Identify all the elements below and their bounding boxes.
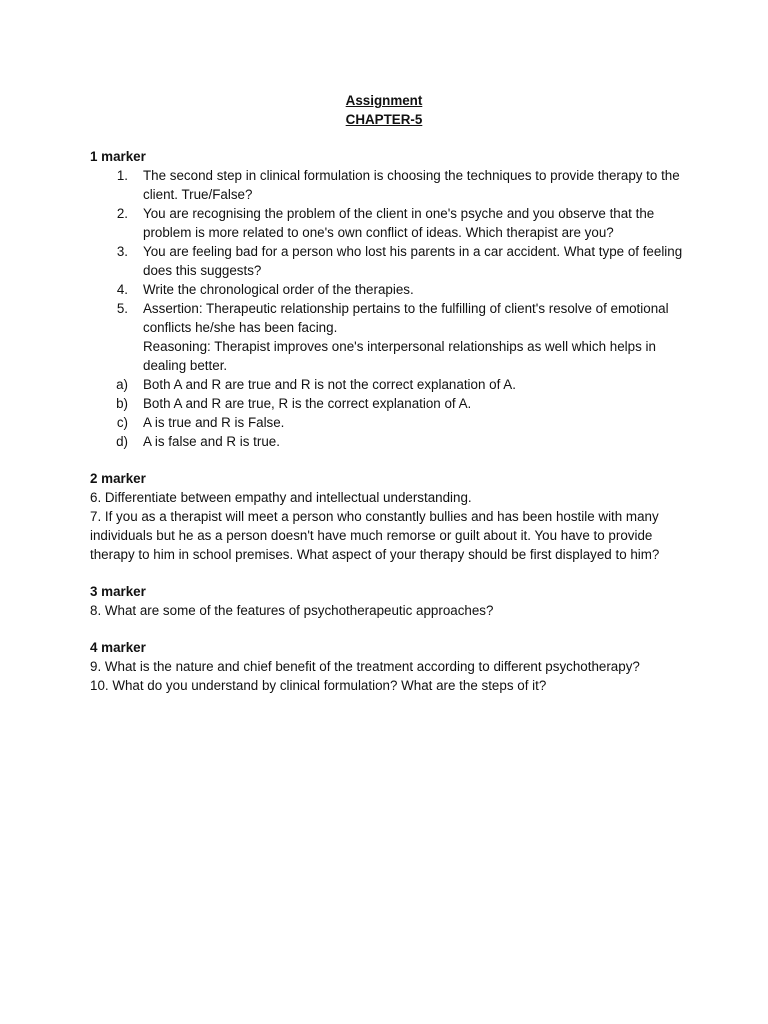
item-number: 5.	[116, 301, 128, 316]
option-text: Both A and R are true, R is the correct explanation of A.	[143, 396, 472, 411]
option-item	[90, 413, 690, 432]
option-letter: b)	[116, 396, 128, 411]
assertion-text: Assertion: Therapeutic relationship pertains to the fulfilling of client's resolve of emotional conflicts he/she has been facing.	[143, 301, 669, 335]
section-heading-1-marker: 1 marker	[90, 149, 146, 164]
item-number: 4.	[116, 282, 128, 297]
chapter-title: CHAPTER-5	[345, 112, 423, 127]
question-7: 7. If you as a therapist will meet a person who constantly bullies and has been hostile with many individuals but he as a person doesn't have much remorse or guilt about it. You have to provide therapy to him in school premises. What aspect of your therapy should be first displayed to him?	[90, 509, 660, 562]
question-6: 6. Differentiate between empathy and intellectual understanding.	[90, 490, 472, 505]
option-text: A is false and R is true.	[143, 434, 280, 449]
list-item	[90, 280, 690, 299]
list-item	[90, 299, 690, 375]
option-text: Both A and R are true and R is not the correct explanation of A.	[143, 377, 516, 392]
item-number: 2.	[116, 206, 128, 221]
option-letter: a)	[116, 377, 128, 392]
list-item	[90, 166, 690, 204]
item-text: You are recognising the problem of the client in one's psyche and you observe that the problem is more related to one's own conflict of ideas. Which therapist are you?	[143, 206, 655, 240]
question-9: 9. What is the nature and chief benefit of the treatment according to different psychotherapy?	[90, 659, 640, 674]
section-heading-3-marker: 3 marker	[90, 584, 146, 599]
list-item	[90, 204, 690, 242]
item-text: You are feeling bad for a person who lost his parents in a car accident. What type of feeling does this suggests?	[143, 244, 683, 278]
reasoning-text: Reasoning: Therapist improves one's interpersonal relationships as well which helps in dealing better.	[143, 339, 656, 373]
option-item	[90, 394, 690, 413]
section-heading-2-marker: 2 marker	[90, 471, 146, 486]
option-letter: d)	[116, 434, 128, 449]
question-list-1-marker	[90, 166, 690, 451]
option-item	[90, 432, 690, 451]
question-8: 8. What are some of the features of psychotherapeutic approaches?	[90, 603, 494, 618]
item-text: The second step in clinical formulation is choosing the techniques to provide therapy to the client. True/False?	[143, 168, 680, 202]
item-text: Write the chronological order of the therapies.	[143, 282, 414, 297]
section-heading-4-marker: 4 marker	[90, 640, 146, 655]
document-page	[90, 91, 690, 695]
item-number: 3.	[116, 244, 128, 259]
option-letter: c)	[116, 415, 128, 430]
document-title: Assignment	[345, 93, 423, 108]
option-item	[90, 375, 690, 394]
option-text: A is true and R is False.	[143, 415, 285, 430]
list-item	[90, 242, 690, 280]
question-10: 10. What do you understand by clinical formulation? What are the steps of it?	[90, 678, 547, 693]
item-number: 1.	[116, 168, 128, 183]
